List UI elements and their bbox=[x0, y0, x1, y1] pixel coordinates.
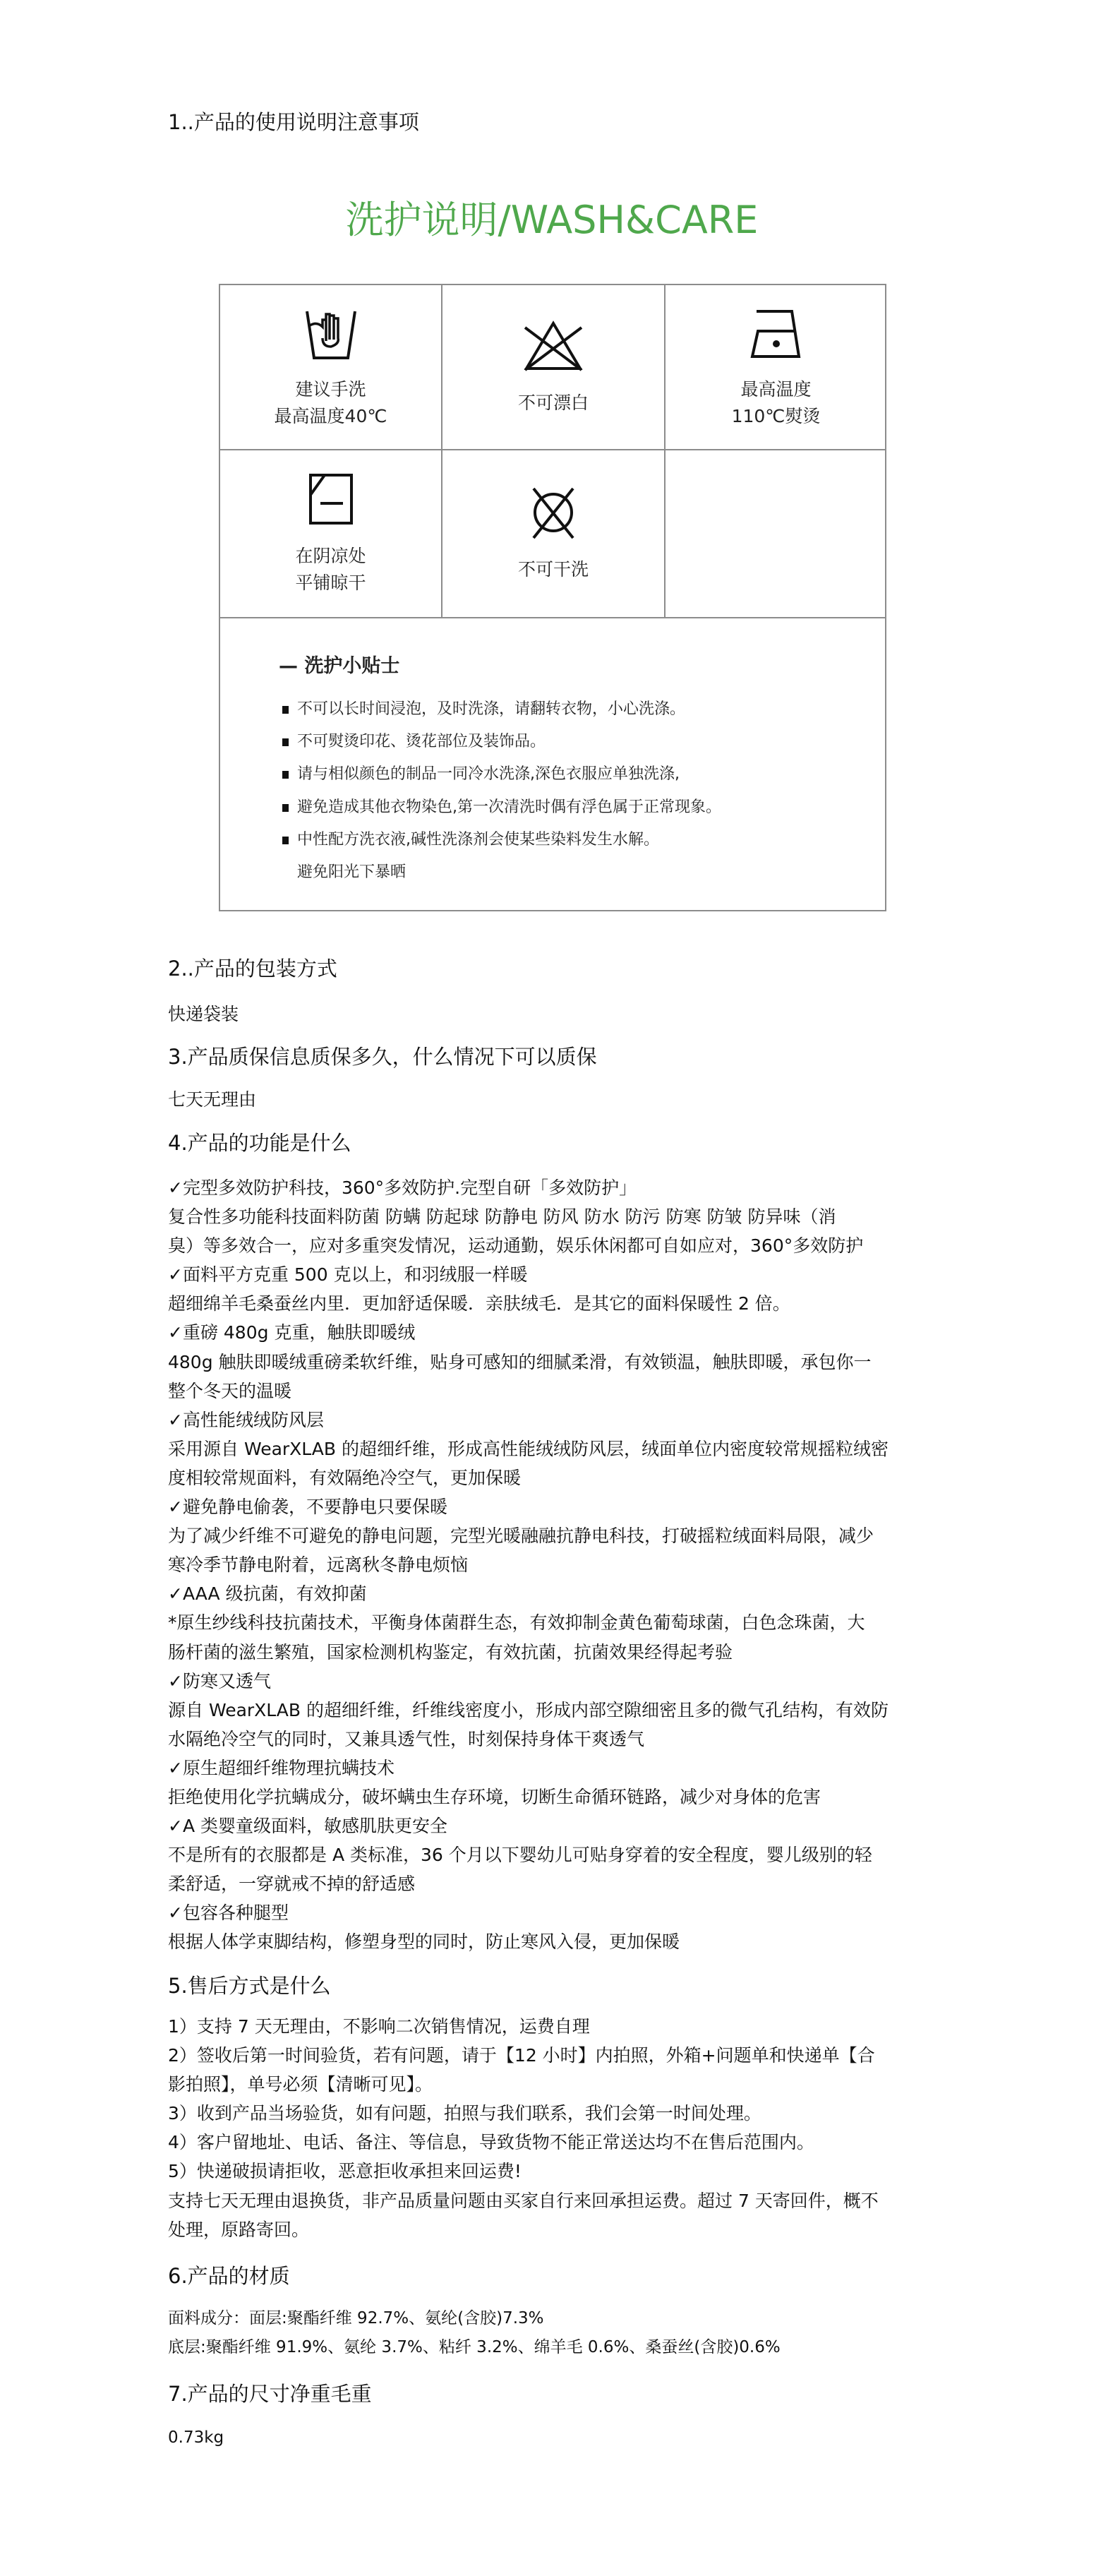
care-tip-text: 不可熨烫印花、烫花部位及装饰品。 bbox=[297, 733, 546, 750]
text-line: ✓A 类婴童级面料，敏感肌肤更安全 bbox=[168, 1816, 447, 1837]
care-label: 不可干洗 bbox=[517, 559, 589, 580]
wash-care-panel bbox=[219, 284, 886, 911]
section-6-body bbox=[168, 2304, 781, 2362]
text-line: ✓避免静电偷袭，不要静电只要保暖 bbox=[168, 1497, 447, 1518]
section-5-heading: 5.售后方式是什么 bbox=[168, 1974, 331, 1998]
hand-wash-icon bbox=[303, 304, 359, 361]
text-line: 拒绝使用化学抗螨成分，破坏螨虫生存环境，切断生命循环链路，减少对身体的危害 bbox=[168, 1786, 821, 1807]
text-line: ✓防寒又透气 bbox=[168, 1670, 271, 1691]
text-line: 柔舒适，一穿就戒不掉的舒适感 bbox=[168, 1874, 416, 1895]
care-tip-extra: 避免阳光下暴晒 bbox=[297, 863, 407, 881]
divider bbox=[220, 617, 885, 618]
text-line: ✓高性能绒绒防风层 bbox=[168, 1409, 324, 1430]
care-label: 最高温度 bbox=[740, 379, 812, 400]
care-label: 建议手洗 bbox=[295, 379, 366, 400]
care-tip bbox=[282, 731, 546, 753]
text-line: 度相较常规面料，有效隔绝冷空气，更加保暖 bbox=[168, 1467, 522, 1488]
text-line: ✓重磅 480g 克重，触肤即暖绒 bbox=[168, 1322, 416, 1343]
section-4-heading: 4.产品的功能是什么 bbox=[168, 1131, 351, 1155]
bullet-icon bbox=[282, 738, 289, 746]
section-5-body bbox=[168, 2012, 879, 2244]
section-2-heading: 2..产品的包装方式 bbox=[168, 957, 337, 981]
care-tip-text: 中性配方洗衣液,碱性洗涤剂会使某些染料发生水解。 bbox=[297, 831, 659, 849]
wash-care-title: 洗护说明/WASH&CARE bbox=[345, 198, 759, 242]
text-line: 为了减少纤维不可避免的静电问题，完型光暖融融抗静电科技，打破摇粒绒面料局限，减少 bbox=[168, 1526, 874, 1547]
care-tip bbox=[282, 797, 721, 818]
care-tips-title: — 洗护小贴士 bbox=[279, 655, 400, 677]
care-tip-text: 避免造成其他衣物染色,第一次清洗时偶有浮色属于正常现象。 bbox=[297, 798, 721, 816]
text-line: 处理，原路寄回。 bbox=[168, 2219, 310, 2240]
text-line: 5）快递破损请拒收，恶意拒收承担来回运费! bbox=[168, 2161, 522, 2182]
text-line: 支持七天无理由退换货，非产品质量问题由买家自行来回承担运费。超过 7 天寄回件，概不 bbox=[168, 2190, 879, 2211]
text-line: 1）支持 7 天无理由，不影响二次销售情况，运费自理 bbox=[168, 2016, 590, 2037]
text-line: 3）收到产品当场验货，如有问题，拍照与我们联系，我们会第一时间处理。 bbox=[168, 2103, 761, 2124]
section-3-body: 七天无理由 bbox=[168, 1089, 257, 1110]
care-label: 在阴凉处 bbox=[295, 546, 366, 566]
text-line: ✓原生超细纤维物理抗螨技术 bbox=[168, 1757, 395, 1778]
text-line: 4）客户留地址、电话、备注、等信息，导致货物不能正常送达均不在售后范围内。 bbox=[168, 2132, 814, 2153]
text-line: 面料成分：面层:聚酯纤维 92.7%、氨纶(含胶)7.3% bbox=[168, 2309, 544, 2328]
bullet-icon bbox=[282, 837, 289, 844]
care-tip bbox=[282, 829, 659, 851]
text-line: 肠杆菌的滋生繁殖，国家检测机构鉴定，有效抗菌，抗菌效果经得起考验 bbox=[168, 1641, 733, 1663]
text-line: 480g 触肤即暖绒重磅柔软纤维，贴身可感知的细腻柔滑，有效锁温，触肤即暖，承包你一 bbox=[168, 1351, 872, 1372]
care-cell-hand-wash bbox=[220, 285, 441, 449]
care-label: 不可漂白 bbox=[517, 393, 589, 413]
care-cell-no-dry-clean bbox=[442, 450, 664, 617]
no-dry-clean-icon bbox=[525, 484, 582, 541]
section-6-heading: 6.产品的材质 bbox=[168, 2264, 290, 2288]
iron-110-icon bbox=[748, 304, 805, 361]
dry-flat-shade-icon bbox=[306, 471, 356, 527]
text-line: 不是所有的衣服都是 A 类标准，36 个月以下婴幼儿可贴身穿着的安全程度，婴儿级别的轻 bbox=[168, 1845, 872, 1866]
bullet-icon bbox=[282, 706, 289, 714]
section-1-heading: 1..产品的使用说明注意事项 bbox=[168, 110, 419, 134]
text-line: ✓完型多效防护科技，360°多效防护.完型自研「多效防护」 bbox=[168, 1178, 637, 1198]
care-tip-text: 不可以长时间浸泡，及时洗涤，请翻转衣物，小心洗涤。 bbox=[297, 700, 686, 718]
care-tip-text: 请与相似颜色的制品一同冷水洗涤,深色衣服应单独洗涤, bbox=[297, 765, 680, 783]
text-line: 底层:聚酯纤维 91.9%、氨纶 3.7%、粘纤 3.2%、绵羊毛 0.6%、桑蚕丝(含胶)0.6% bbox=[168, 2338, 781, 2357]
section-3-heading: 3.产品质保信息质保多久，什么情况下可以质保 bbox=[168, 1045, 597, 1069]
care-cell-dry-flat bbox=[220, 450, 441, 617]
bullet-icon bbox=[282, 771, 289, 779]
text-line: ✓包容各种腿型 bbox=[168, 1903, 289, 1924]
text-line: ✓面料平方克重 500 克以上，和羽绒服一样暖 bbox=[168, 1264, 528, 1286]
text-line: 超细绵羊毛桑蚕丝内里．更加舒适保暖．亲肤绒毛．是其它的面料保暖性 2 倍。 bbox=[168, 1293, 790, 1314]
bullet-icon bbox=[282, 804, 289, 812]
text-line: 水隔绝冷空气的同时，又兼具透气性，时刻保持身体干爽透气 bbox=[168, 1728, 645, 1749]
care-tip bbox=[282, 764, 680, 785]
section-7-heading: 7.产品的尺寸净重毛重 bbox=[168, 2382, 372, 2406]
care-cell-no-bleach bbox=[442, 285, 664, 449]
text-line: 2）签收后第一时间验货，若有问题，请于【12 小时】内拍照，外箱+问题单和快递单【合 bbox=[168, 2045, 875, 2066]
text-line: 整个冬天的温暖 bbox=[168, 1380, 292, 1401]
care-label: 最高温度40℃ bbox=[274, 406, 387, 426]
text-line: 根据人体学束脚结构，修塑身型的同时，防止寒风入侵，更加保暖 bbox=[168, 1931, 680, 1953]
care-tip bbox=[282, 699, 685, 720]
section-2-body: 快递袋装 bbox=[168, 1004, 239, 1024]
text-line: 复合性多功能科技面料防菌 防螨 防起球 防静电 防风 防水 防污 防寒 防皱 防异味（消 bbox=[168, 1206, 836, 1228]
section-7-body: 0.73kg bbox=[168, 2428, 224, 2447]
text-line: ✓AAA 级抗菌，有效抑菌 bbox=[168, 1583, 367, 1605]
care-label: 平铺晾干 bbox=[295, 573, 366, 593]
section-4-body bbox=[168, 1173, 889, 1957]
text-line: 臭）等多效合一，应对多重突发情况，运动通勤，娱乐休闲都可自如应对，360°多效防护 bbox=[168, 1235, 864, 1257]
care-cell-iron bbox=[666, 285, 886, 449]
text-line: 寒冷季节静电附着，远离秋冬静电烦恼 bbox=[168, 1554, 469, 1576]
no-bleach-icon bbox=[518, 318, 589, 374]
text-line: 源自 WearXLAB 的超细纤维，纤维线密度小，形成内部空隙细密且多的微气孔结构，有效防 bbox=[168, 1699, 889, 1720]
text-line: *原生纱线科技抗菌技术，平衡身体菌群生态，有效抑制金黄色葡萄球菌，白色念珠菌，大 bbox=[168, 1612, 865, 1634]
text-line: 影拍照】，单号必须【清晰可见】。 bbox=[168, 2074, 433, 2095]
text-line: 采用源自 WearXLAB 的超细纤维，形成高性能绒绒防风层，绒面单位内密度较常规摇粒绒密 bbox=[168, 1438, 889, 1459]
care-label: 110℃熨烫 bbox=[731, 406, 821, 426]
